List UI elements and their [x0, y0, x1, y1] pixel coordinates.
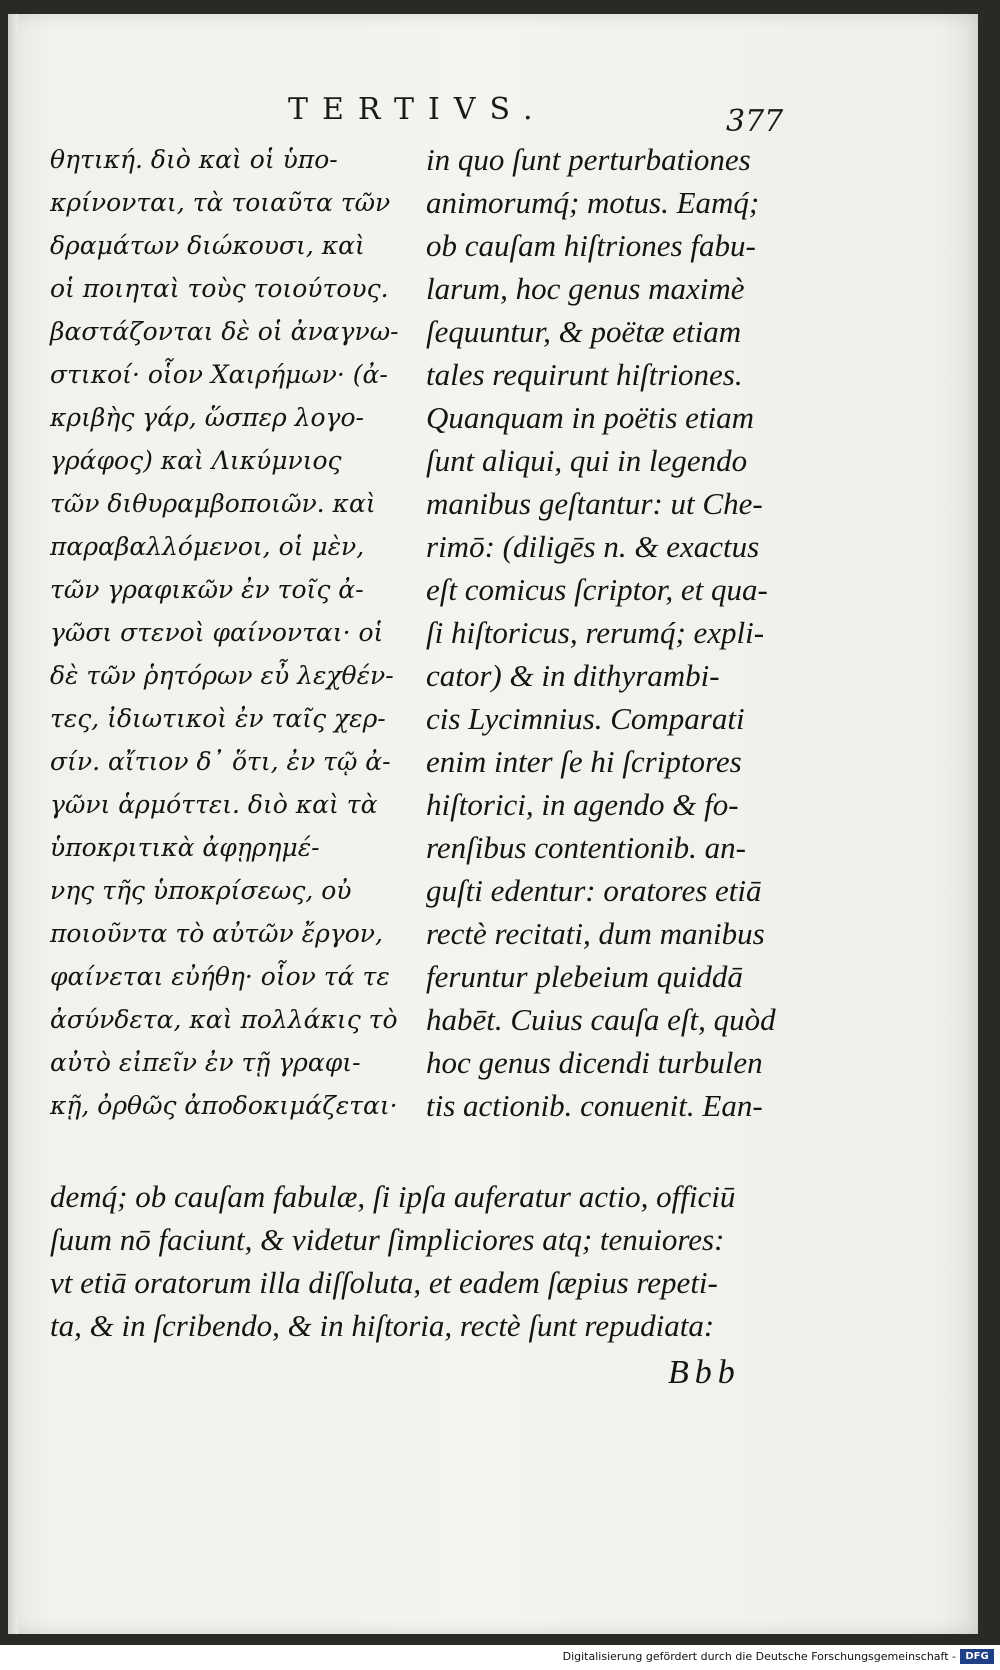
latin-line: guſti edentur: oratores etiā — [426, 873, 762, 908]
latin-line: rimō: (diligēs n. & exactus — [426, 529, 760, 564]
greek-line: σίν. αἴτιον δ᾽ ὅτι, ἐν τῷ ἀ- — [50, 747, 391, 776]
greek-line: κῇ, ὀρθῶς ἀποδοκιμάζεται· — [50, 1091, 398, 1120]
full-width-text — [50, 1175, 810, 1347]
latin-line: hoc genus dicendi turbulen — [426, 1045, 763, 1080]
greek-line: κριβὴς γάρ, ὥσπερ λογο- — [50, 403, 364, 432]
full-width-line: vt etiā oratorum illa diſſoluta, et eadem ſæpius repeti- — [50, 1265, 718, 1300]
greek-text-column — [50, 138, 422, 1127]
greek-line: ἀσύνδετα, καὶ πολλάκις τὸ — [50, 1005, 398, 1034]
latin-line: enim inter ſe hi ſcriptores — [426, 744, 742, 779]
greek-line: οἱ ποιηταὶ τοὺς τοιούτους. — [50, 274, 389, 303]
latin-line: animorumq́; motus. Eamq́; — [426, 185, 760, 220]
page-number: 377 — [726, 104, 784, 139]
latin-line: eſt comicus ſcriptor, et qua- — [426, 572, 768, 607]
latin-line: manibus geſtantur: ut Che- — [426, 486, 763, 521]
latin-line: tis actionib. conuenit. Ean- — [426, 1088, 763, 1123]
latin-line: larum, hoc genus maximè — [426, 271, 745, 306]
latin-line: hiſtorici, in agendo & fo- — [426, 787, 739, 822]
running-head: TERTIVS. — [288, 92, 547, 127]
greek-line: τῶν διθυραμβοποιῶν. καὶ — [50, 489, 376, 518]
funding-credit: Digitalisierung gefördert durch die Deutsche Forschungsgemeinschaft - — [562, 1650, 956, 1663]
latin-line: cis Lycimnius. Comparati — [426, 701, 745, 736]
page-edge — [8, 14, 18, 1634]
latin-line: ſunt aliqui, qui in legendo — [426, 443, 748, 478]
footer-bar — [0, 1645, 1000, 1670]
latin-line: ob cauſam hiſtriones fabu- — [426, 228, 756, 263]
greek-line: φαίνεται εὐήθη· οἷον τά τε — [50, 962, 390, 991]
greek-line: θητική. διὸ καὶ οἱ ὑπο- — [50, 145, 338, 174]
latin-line: tales requirunt hiſtriones. — [426, 357, 743, 392]
latin-line: renſibus contentionib. an- — [426, 830, 747, 865]
latin-text-column — [426, 138, 811, 1127]
latin-line: feruntur plebeium quiddā — [426, 959, 743, 994]
latin-line: Quanquam in poëtis etiam — [426, 400, 755, 435]
greek-line: γῶσι στενοὶ φαίνονται· οἱ — [50, 618, 384, 647]
greek-line: δὲ τῶν ῥητόρων εὖ λεχθέν- — [50, 661, 394, 690]
greek-line: γράφος) καὶ Λικύμνιος — [50, 446, 342, 475]
full-width-line: demq́; ob cauſam fabulæ, ſi ipſa auferatur actio, officiū — [50, 1179, 736, 1214]
greek-line: κρίνονται, τὰ τοιαῦτα τῶν — [50, 188, 391, 217]
greek-line: ποιοῦντα τὸ αὐτῶν ἔργον, — [50, 919, 383, 948]
full-width-line: ſuum nō faciunt, & videtur ſimpliciores atq; tenuiores: — [50, 1222, 725, 1257]
dfg-logo: DFG — [960, 1649, 994, 1664]
book-page — [8, 14, 978, 1634]
latin-line: cator) & in dithyrambi- — [426, 658, 720, 693]
latin-line: ſequuntur, & poëtæ etiam — [426, 314, 742, 349]
greek-line: ὑποκριτικὰ ἀφῃρημέ- — [50, 833, 320, 862]
full-width-line: ta, & in ſcribendo, & in hiſtoria, rectè ſunt repudiata: — [50, 1308, 715, 1343]
greek-line: νης τῆς ὑποκρίσεως, οὐ — [50, 876, 352, 905]
latin-line: rectè recitati, dum manibus — [426, 916, 765, 951]
greek-line: γῶνι ἁρμόττει. διὸ καὶ τὰ — [50, 790, 378, 819]
greek-line: βαστάζονται δὲ οἱ ἀναγνω- — [50, 317, 399, 346]
latin-line: ſi hiſtoricus, rerumq́; expli- — [426, 615, 765, 650]
greek-line: τῶν γραφικῶν ἐν τοῖς ἀ- — [50, 575, 364, 604]
greek-line: στικοί· οἷον Χαιρήμων· (ἀ- — [50, 360, 388, 389]
greek-line: τες, ἰδιωτικοὶ ἐν ταῖς χερ- — [50, 704, 386, 733]
latin-line: habēt. Cuius cauſa eſt, quòd — [426, 1002, 776, 1037]
greek-line: παραβαλλόμενοι, οἱ μὲν, — [50, 532, 365, 561]
greek-line: αὐτὸ εἰπεῖν ἐν τῇ γραφι- — [50, 1048, 361, 1077]
signature-mark: Bbb — [668, 1354, 741, 1391]
latin-line: in quo ſunt perturbationes — [426, 142, 751, 177]
greek-line: δραμάτων διώκουσι, καὶ — [50, 231, 365, 260]
